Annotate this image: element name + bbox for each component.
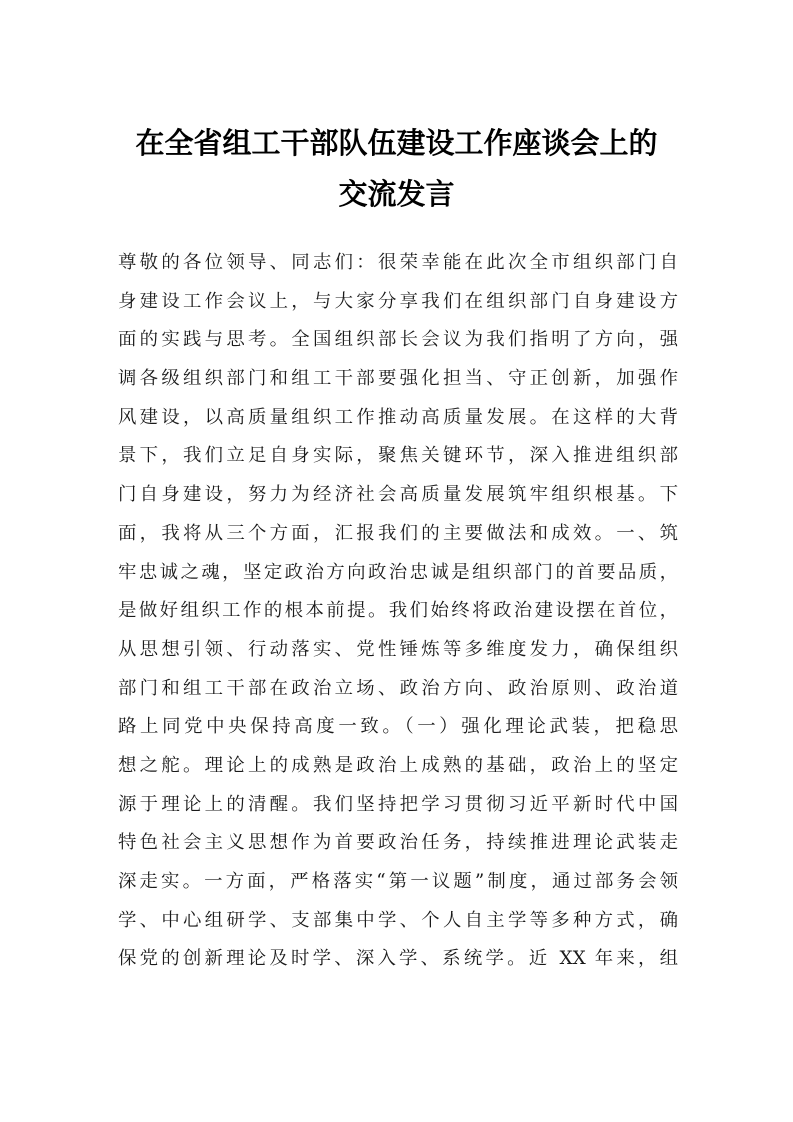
- body-line: 调各级组织部门和组工干部要强化担当、守正创新，加强作: [118, 368, 678, 390]
- body-line: 深走实。一方面，严格落实“第一议题”制度，通过部务会领: [118, 871, 678, 892]
- body-line: 从思想引领、行动落实、党性锤炼等多维度发力，确保组织: [118, 638, 678, 660]
- document-title-line-2: 交流发言: [338, 177, 455, 211]
- body-line: 面，我将从三个方面，汇报我们的主要做法和成效。一、筑: [118, 522, 678, 544]
- body-line: 牢忠诚之魂，坚定政治方向政治忠诚是组织部门的首要品质，: [118, 561, 678, 583]
- body-line: 门自身建设，努力为经济社会高质量发展筑牢组织根基。下: [118, 484, 678, 506]
- body-line: 尊敬的各位领导、同志们：很荣幸能在此次全市组织部门自: [118, 252, 678, 273]
- body-line: 特色社会主义思想作为首要政治任务，持续推进理论武装走: [118, 832, 678, 854]
- body-line: 身建设工作会议上，与大家分享我们在组织部门自身建设方: [118, 290, 678, 312]
- body-line: 景下，我们立足自身实际，聚焦关键环节，深入推进组织部: [118, 445, 678, 467]
- body-line: 路上同党中央保持高度一致。（一）强化理论武装，把稳思: [118, 716, 678, 738]
- body-line: 源于理论上的清醒。我们坚持把学习贯彻习近平新时代中国: [118, 793, 678, 815]
- body-line: 保党的创新理论及时学、深入学、系统学。近 XX 年来，组: [118, 948, 678, 970]
- body-line: 学、中心组研学、支部集中学、个人自主学等多种方式，确: [118, 909, 678, 931]
- document-title-line-1: 在全省组工干部队伍建设工作座谈会上的: [135, 126, 658, 160]
- document-body: [118, 244, 678, 979]
- body-line: 面的实践与思考。全国组织部长会议为我们指明了方向，强: [118, 329, 678, 351]
- body-line: 部门和组工干部在政治立场、政治方向、政治原则、政治道: [118, 677, 678, 699]
- body-line: 风建设，以高质量组织工作推动高质量发展。在这样的大背: [118, 406, 678, 428]
- body-line: 是做好组织工作的根本前提。我们始终将政治建设摆在首位，: [118, 600, 678, 622]
- body-line: 想之舵。理论上的成熟是政治上成熟的基础，政治上的坚定: [118, 754, 678, 776]
